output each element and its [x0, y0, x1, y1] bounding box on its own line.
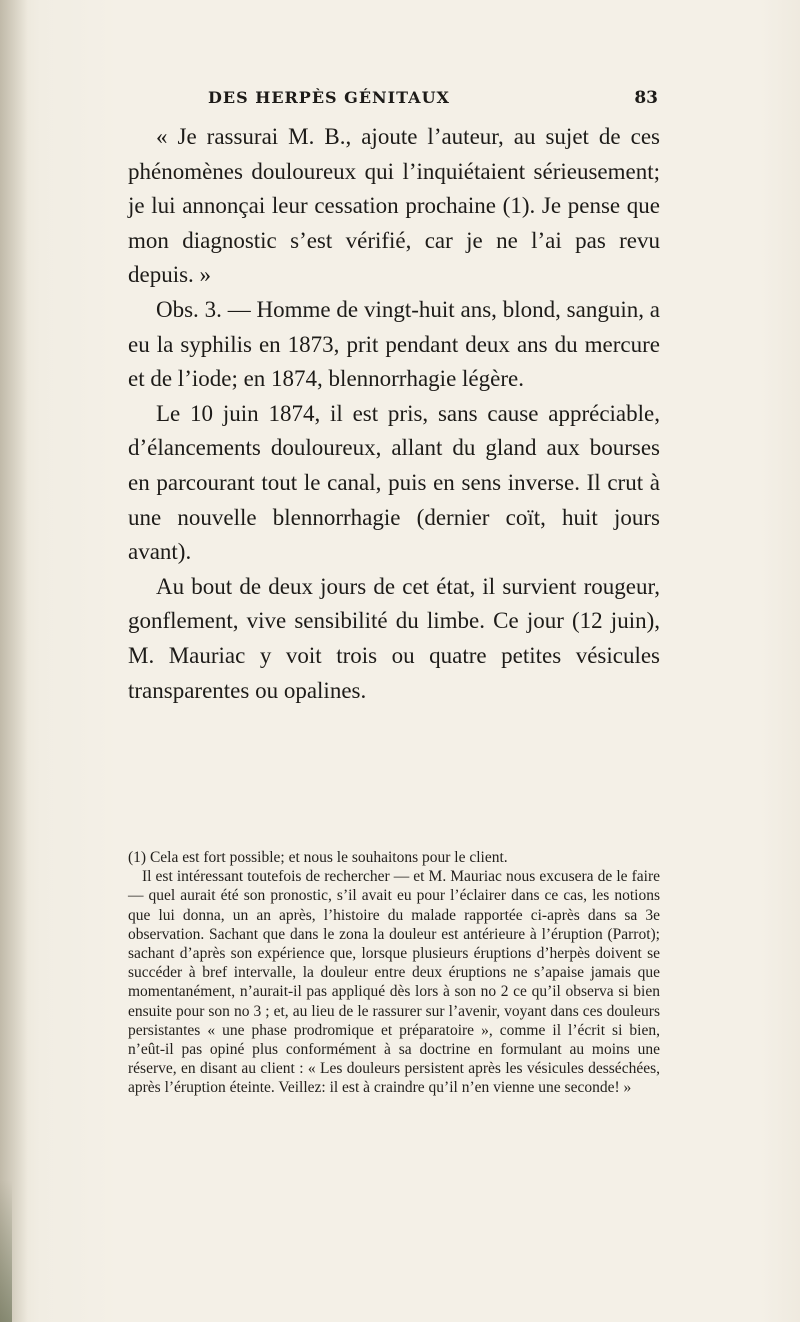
running-title: DES HERPÈS GÉNITAUX — [208, 88, 450, 107]
page-number: 83 — [634, 88, 658, 108]
paragraph: Le 10 juin 1874, il est pris, sans cause appréciable, d’élancements douloureux, allant du gland aux bourses en parcourant tout le canal, puis en sens inverse. Il crut à une nouvelle blennorrhagie (dernier coït, huit jours avant). — [128, 400, 660, 565]
binding-shadow — [0, 0, 28, 1322]
page-edge-stain — [0, 1180, 12, 1322]
footnote-paragraph: Il est intéressant toutefois de rechercher — et M. Mauriac nous excusera de le faire — quel aurait été son pronostic, s’il avait eu pour l’éclairer dans ce cas, les notions que lui donna, un an après, l’histoire du malade rapportée ci-après dans sa 3e observation. Sachant que dans le zona la douleur est antérieure à l’éruption (Parrot); sachant d’après son expérience que, lorsque plusieurs éruptions d’herpès doivent se succéder à bref intervalle, la douleur entre deux éruptions ne s’apaise jamais que momentanément, n’aurait-il pas appliqué dès lors à son no 2 ce qu’il observa si bien ensuite pour son no 3 ; et, au lieu de le rassurer sur l’avenir, voyant dans ces douleurs persistantes « une phase prodromique et préparatoire », comme il l’écrit si bien, n’eût-il pas opiné plus conformément à sa doctrine en formulant au moins une réserve, en disant au client : « Les douleurs persistent après les vésicules desséchées, après l’éruption éteinte. Veillez: il est à craindre qu’il n’en vienne une seconde! » — [128, 868, 660, 1097]
paragraph: Au bout de deux jours de cet état, il survient rougeur, gonflement, vive sensibilité du limbe. Ce jour (12 juin), M. Mauriac y voit trois ou quatre petites vésicules transparentes ou opalines. — [128, 573, 660, 703]
footnote-line: (1) Cela est fort possible; et nous le souhaitons pour le client. — [128, 849, 508, 866]
page-header — [128, 88, 658, 114]
main-text — [128, 120, 660, 708]
paragraph: Obs. 3. — Homme de vingt-huit ans, blond, sanguin, a eu la syphilis en 1873, prit pendant deux ans du mercure et de l’iode; en 1874, blennorrhagie légère. — [128, 296, 660, 392]
footnote — [128, 848, 660, 1098]
paragraph: « Je rassurai M. B., ajoute l’auteur, au sujet de ces phénomènes douloureux qui l’inquiétaient sérieusement; je lui annonçai leur cessation prochaine (1). Je pense que mon diagnostic s’est vérifié, car je ne l’ai pas revu depuis. » — [128, 124, 660, 288]
